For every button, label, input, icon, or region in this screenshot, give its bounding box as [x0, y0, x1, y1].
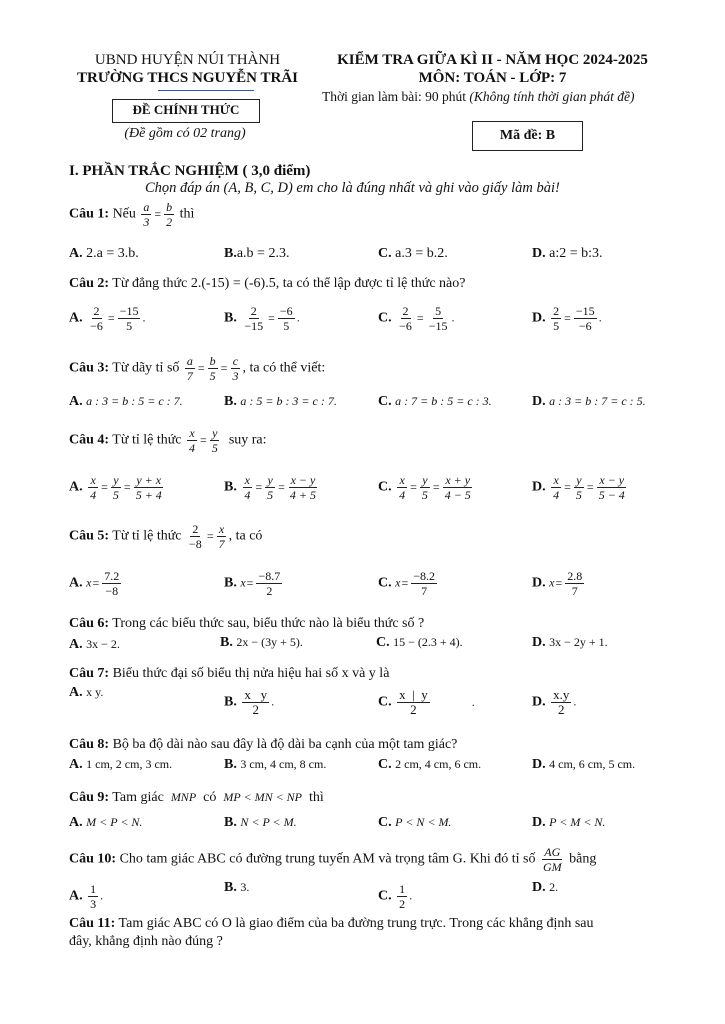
q8-label: Câu 8:	[69, 737, 110, 752]
q10-option-d: D. 2.	[532, 880, 559, 895]
q11-line2: đây, khẳng định nào đúng ?	[69, 934, 223, 949]
q5-post: , ta có	[228, 528, 263, 544]
q1-option-a: A. 2.a = 3.b.	[69, 246, 139, 261]
q1-frac-b: $\frac{b}{2}$	[166, 200, 173, 229]
q6-option-d: D. 3x − 2y + 1.	[532, 635, 608, 650]
q10-option-c: C. $\frac{1}{2}$ .	[378, 882, 413, 911]
official-label: ĐỀ CHÍNH THỨC	[132, 102, 240, 117]
q3-option-c: C. a : 7 = b : 5 = c : 3.	[378, 394, 492, 409]
question-5: Câu 5: Từ tỉ lệ thức $\frac{2}{-8}$ = $\frac{x}{7}$ , ta có	[69, 522, 263, 551]
q9-label: Câu 9:	[69, 790, 110, 805]
question-4: Câu 4: Từ tỉ lệ thức $\frac{x}{4}$ = $\frac{y}{5}$ suy ra:	[69, 426, 267, 455]
q4-option-d: D. $\frac{x}{4}$ = $\frac{y}{5}$ = $\frac{x - y}{5 - 4}$	[532, 473, 625, 502]
question-10: Câu 10: Cho tam giác ABC có đường trung tuyến AM và trọng tâm G. Khi đó tỉ số $\frac{AG}{GM}$ bằng	[69, 845, 597, 874]
q6-text: Trong các biểu thức sau, biểu thức nào là biểu thức số ?	[109, 616, 425, 631]
q5-option-b: B. x= $\frac{-8.7}{2}$	[224, 569, 281, 598]
q5-option-d: D. x= $\frac{2.8}{7}$	[532, 569, 583, 598]
q3-option-b: B. a : 5 = b : 3 = c : 7.	[224, 394, 337, 409]
q9-option-d: D. P < M < N.	[532, 815, 606, 830]
q1-option-c: C. a.3 = b.2.	[378, 246, 448, 261]
q9-triangle: MNP	[170, 790, 197, 804]
q6-option-c: C. 15 − (2.3 + 4).	[376, 635, 463, 650]
q2-option-c: C. $\frac{2}{-6}$ = $\frac{5}{-15}$ .	[378, 304, 455, 333]
q8-option-c: C. 2 cm, 4 cm, 6 cm.	[378, 757, 482, 772]
question-7	[69, 666, 389, 682]
q6-label: Câu 6:	[69, 616, 110, 631]
q7-option-d: D. $\frac{x.y}{2}$ .	[532, 687, 577, 717]
q10-option-b: B. 3.	[224, 880, 250, 895]
q5-option-a: A. x= $\frac{7.2}{-8}$	[69, 569, 120, 598]
q4-option-c: C. $\frac{x}{4}$ = $\frac{y}{5}$ = $\frac{x + y}{4 - 5}$	[378, 473, 471, 502]
q1-option-d: D. a:2 = b:3.	[532, 246, 603, 261]
page-count: (Đề gồm có 02 trang)	[124, 126, 246, 141]
q10-label: Câu 10:	[69, 851, 117, 867]
exam-code: Mã đề: B	[499, 128, 556, 143]
q10-text: Cho tam giác ABC có đường trung tuyến AM và trọng tâm G. Khi đó tỉ số	[116, 851, 536, 867]
q4-label: Câu 4:	[69, 432, 110, 448]
q6-option-a: A. 3x − 2.	[69, 637, 120, 652]
q2-text: Từ đẳng thức 2.(-15) = (-6).5, ta có thể lập được tỉ lệ thức nào?	[109, 276, 466, 291]
q2-option-b: B. $\frac{2}{-15}$ = $\frac{-6}{5}$ .	[224, 304, 300, 333]
district-name: UBND HUYỆN NÚI THÀNH	[94, 52, 281, 68]
school-name: TRƯỜNG THCS NGUYỄN TRÃI	[76, 70, 298, 86]
question-8	[69, 737, 457, 753]
q9-option-a: A. M < P < N.	[69, 815, 143, 830]
question-11	[69, 916, 594, 932]
q3-label: Câu 3:	[69, 360, 110, 376]
question-6	[69, 616, 424, 632]
q11-line1: Tam giác ABC có O là giao điểm của ba đường trung trực. Trong các khẳng định sau	[115, 916, 594, 931]
question-9: Câu 9: Tam giác MNP có MP < MN < NP thì	[69, 790, 324, 805]
q3-pre: Từ dãy tỉ số	[109, 360, 180, 376]
q8-option-d: D. 4 cm, 6 cm, 5 cm.	[532, 757, 636, 772]
q9-option-c: C. P < N < M.	[378, 815, 452, 830]
exam-title: KIỂM TRA GIỮA KÌ II - NĂM HỌC 2024-2025	[337, 52, 648, 68]
q2-option-a: A. $\frac{2}{-6}$ = $\frac{-15}{5}$ .	[69, 304, 146, 333]
q8-option-b: B. 3 cm, 4 cm, 8 cm.	[224, 757, 327, 772]
q2-option-d: D. $\frac{2}{5}$ = $\frac{-15}{-6}$ .	[532, 304, 602, 333]
q7-text: Biểu thức đại số biểu thị nửa hiệu hai số x và y là	[109, 666, 390, 681]
q7-option-a: A. x y.	[69, 685, 104, 700]
q3-option-a: A. a : 3 = b : 5 = c : 7.	[69, 394, 183, 409]
section-instruction: Chọn đáp án (A, B, C, D) em cho là đúng nhất và ghi vào giấy làm bài!	[145, 180, 560, 196]
q5-label: Câu 5:	[69, 528, 110, 544]
q9-option-b: B. N < P < M.	[224, 815, 297, 830]
q7-option-b: B. $\frac{\text{x y}}{2}$ .	[224, 687, 275, 717]
q1-post: thì	[179, 206, 195, 222]
q4-option-b: B. $\frac{x}{4}$ = $\frac{y}{5}$ = $\frac{x - y}{4 + 5}$	[224, 473, 317, 502]
q10-post: bằng	[569, 851, 597, 867]
question-3: Câu 3: Từ dãy tỉ số $\frac{a}{7}$ = $\frac{b}{5}$ = $\frac{c}{3}$ , ta có thể viết:	[69, 354, 326, 383]
q1-label: Câu 1:	[69, 206, 110, 222]
exam-time-text: Thời gian làm bài: 90 phút	[322, 89, 470, 104]
q10-option-a: A. $\frac{1}{3}$ .	[69, 882, 104, 911]
q4-pre: Từ tỉ lệ thức	[109, 432, 182, 448]
q1-pre: Nếu	[109, 206, 136, 222]
question-2	[69, 276, 465, 292]
q8-text: Bộ ba độ dài nào sau đây là độ dài ba cạnh của một tam giác?	[109, 737, 458, 752]
q7-option-c: C. $\frac{x | y}{2}$ .	[378, 687, 475, 717]
exam-time-note: (Không tính thời gian phát đề)	[469, 89, 635, 104]
q11-label: Câu 11:	[69, 916, 116, 931]
q4-post: suy ra:	[228, 432, 267, 448]
q2-label: Câu 2:	[69, 276, 110, 291]
q5-pre: Từ tỉ lệ thức	[109, 528, 182, 544]
school-underline	[158, 90, 254, 91]
q8-option-a: A. 1 cm, 2 cm, 3 cm.	[69, 757, 173, 772]
q4-option-a: A. $\frac{x}{4}$ = $\frac{y}{5}$ = $\frac{y + x}{5 + 4}$	[69, 473, 162, 502]
exam-subject: MÔN: TOÁN - LỚP: 7	[418, 70, 567, 86]
q7-label: Câu 7:	[69, 666, 110, 681]
exam-time	[322, 89, 634, 105]
q9-condition: MP < MN < NP	[223, 790, 303, 804]
q1-option-b: B.a.b = 2.3.	[224, 246, 290, 261]
q1-frac-a: $\frac{a}{3}$	[143, 200, 150, 229]
q5-option-c: C. x= $\frac{-8.2}{7}$	[378, 569, 436, 598]
q9-pre: Tam giác	[109, 790, 164, 805]
question-1: Câu 1: Nếu $\frac{a}{3}$ = $\frac{b}{2}$ thì	[69, 200, 195, 229]
q3-post: , ta có thể viết:	[242, 360, 326, 376]
q3-option-d: D. a : 3 = b : 7 = c : 5.	[532, 394, 646, 409]
q6-option-b: B. 2x − (3y + 5).	[220, 635, 303, 650]
section-title: I. PHẦN TRẮC NGHIỆM ( 3,0 điểm)	[69, 163, 311, 179]
